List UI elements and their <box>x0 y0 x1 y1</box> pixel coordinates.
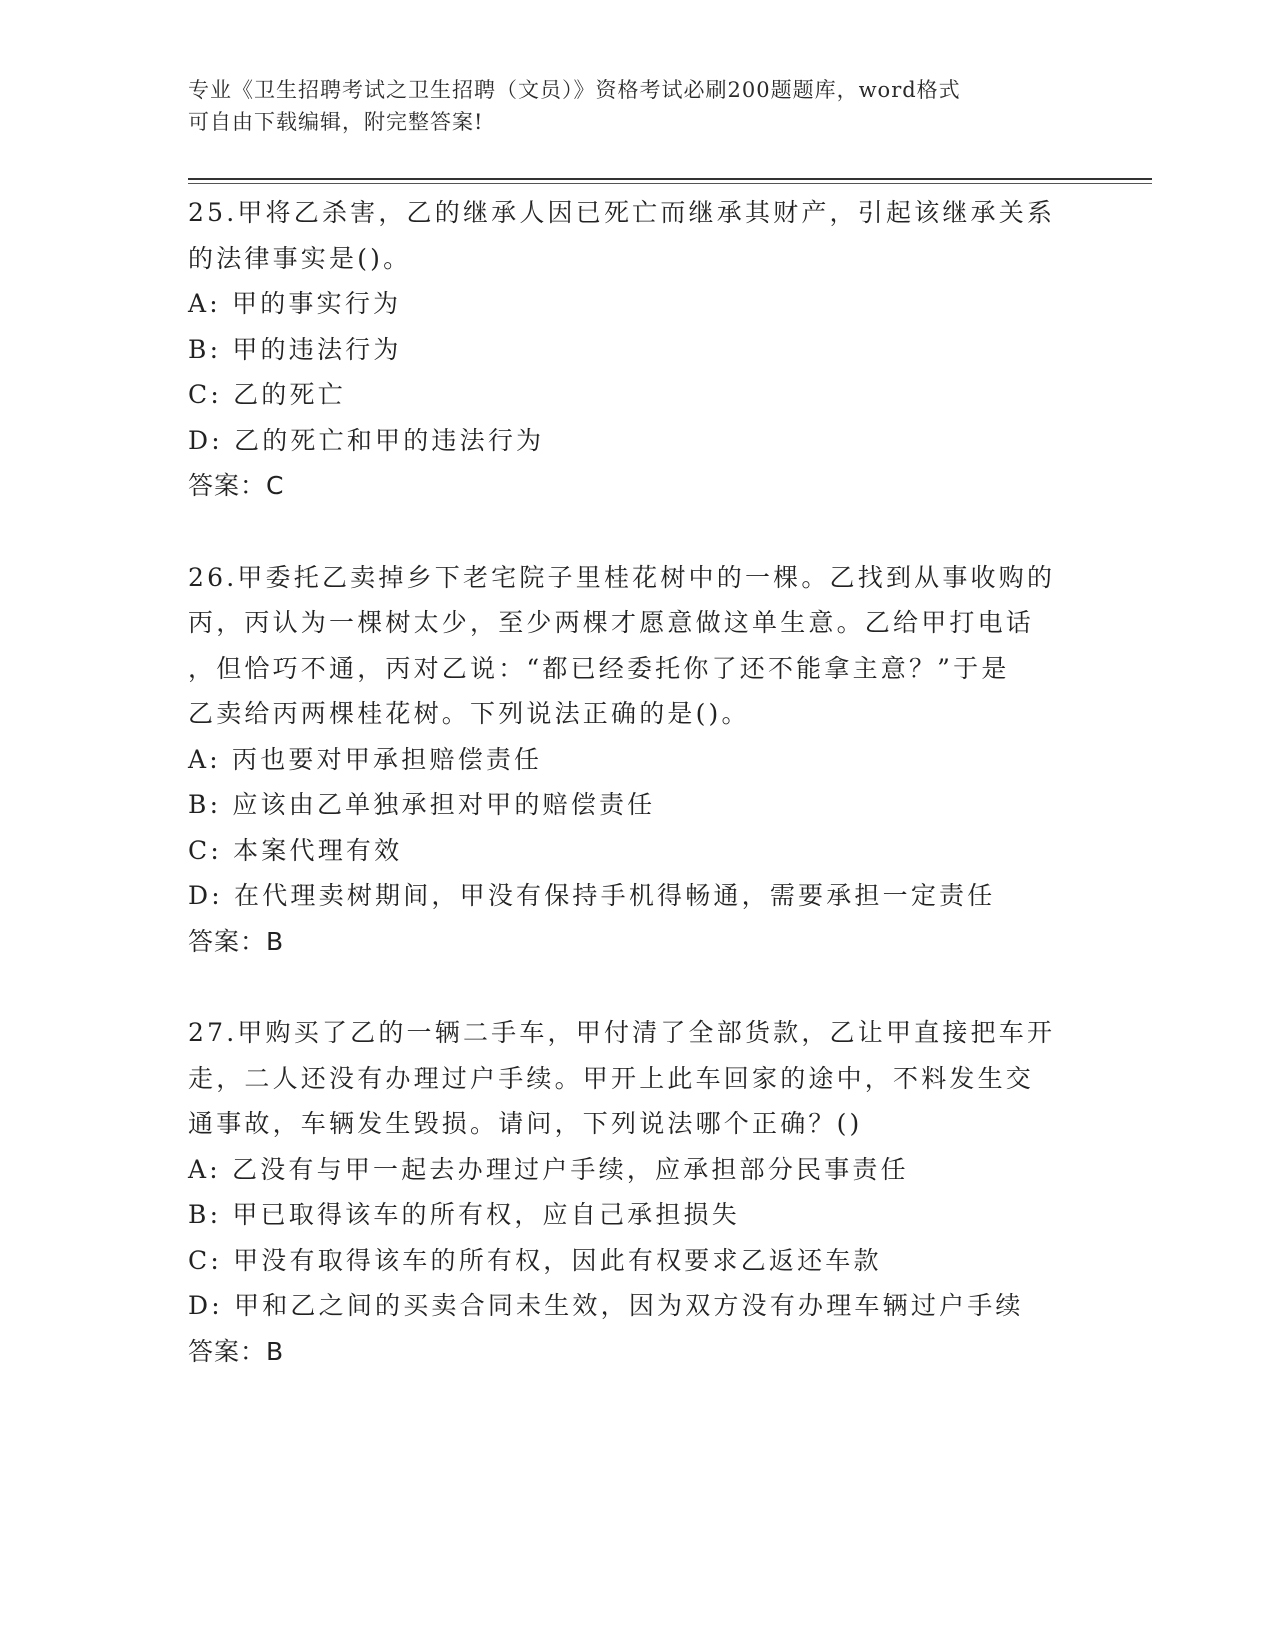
question-stem-line: 通事故，车辆发生毁损。请问，下列说法哪个正确？() <box>188 1109 863 1138</box>
question-stem-line: 走，二人还没有办理过户手续。甲开上此车回家的途中，不料发生交 <box>188 1063 1035 1093</box>
header-line: 专业《卫生招聘考试之卫生招聘（文员）》资格考试必刷200题题库，word格式 <box>188 78 961 102</box>
option-c: C: 乙的死亡 <box>188 380 346 409</box>
answer-text: 答案：B <box>188 926 285 956</box>
question-stem-line: ，但恰巧不通，丙对乙说：“都已经委托你了还不能拿主意？”于是 <box>188 653 1010 683</box>
document-header <box>188 74 1088 138</box>
option-c: C: 甲没有取得该车的所有权，因此有权要求乙返还车款 <box>188 1245 882 1275</box>
option-b: B: 甲已取得该车的所有权，应自己承担损失 <box>188 1200 740 1229</box>
answer-text: 答案：C <box>188 471 285 500</box>
option-b: B: 应该由乙单独承担对甲的赔偿责任 <box>188 790 656 819</box>
option-d: D: 在代理卖树期间，甲没有保持手机得畅通，需要承担一定责任 <box>188 881 996 910</box>
option-b: B: 甲的违法行为 <box>188 334 402 364</box>
question-26 <box>188 555 1088 965</box>
question-25 <box>188 190 1088 509</box>
option-a: A: 乙没有与甲一起去办理过户手续，应承担部分民事责任 <box>188 1154 909 1184</box>
option-d: D: 乙的死亡和甲的违法行为 <box>188 425 545 455</box>
question-stem-line: 丙，丙认为一棵树太少，至少两棵才愿意做这单生意。乙给甲打电话 <box>188 608 1035 637</box>
header-line: 可自由下载编辑，附完整答案! <box>188 110 484 134</box>
option-a: A: 甲的事实行为 <box>188 289 402 318</box>
header-divider-thick <box>188 178 1152 180</box>
question-stem-line: 25.甲将乙杀害，乙的继承人因已死亡而继承其财产，引起该继承关系 <box>188 198 1056 227</box>
question-stem-line: 乙卖给丙两棵桂花树。下列说法正确的是()。 <box>188 699 750 728</box>
answer-text: 答案：B <box>188 1336 285 1366</box>
question-stem-line: 27.甲购买了乙的一辆二手车，甲付清了全部货款，乙让甲直接把车开 <box>188 1018 1056 1047</box>
question-list <box>188 190 1088 1420</box>
header-divider-thin <box>188 183 1152 184</box>
question-27 <box>188 1010 1088 1374</box>
option-a: A: 丙也要对甲承担赔偿责任 <box>188 744 543 774</box>
option-d: D: 甲和乙之间的买卖合同未生效，因为双方没有办理车辆过户手续 <box>188 1291 1024 1320</box>
question-stem-line: 26.甲委托乙卖掉乡下老宅院子里桂花树中的一棵。乙找到从事收购的 <box>188 562 1056 592</box>
question-stem-line: 的法律事实是()。 <box>188 243 412 273</box>
option-c: C: 本案代理有效 <box>188 835 403 865</box>
